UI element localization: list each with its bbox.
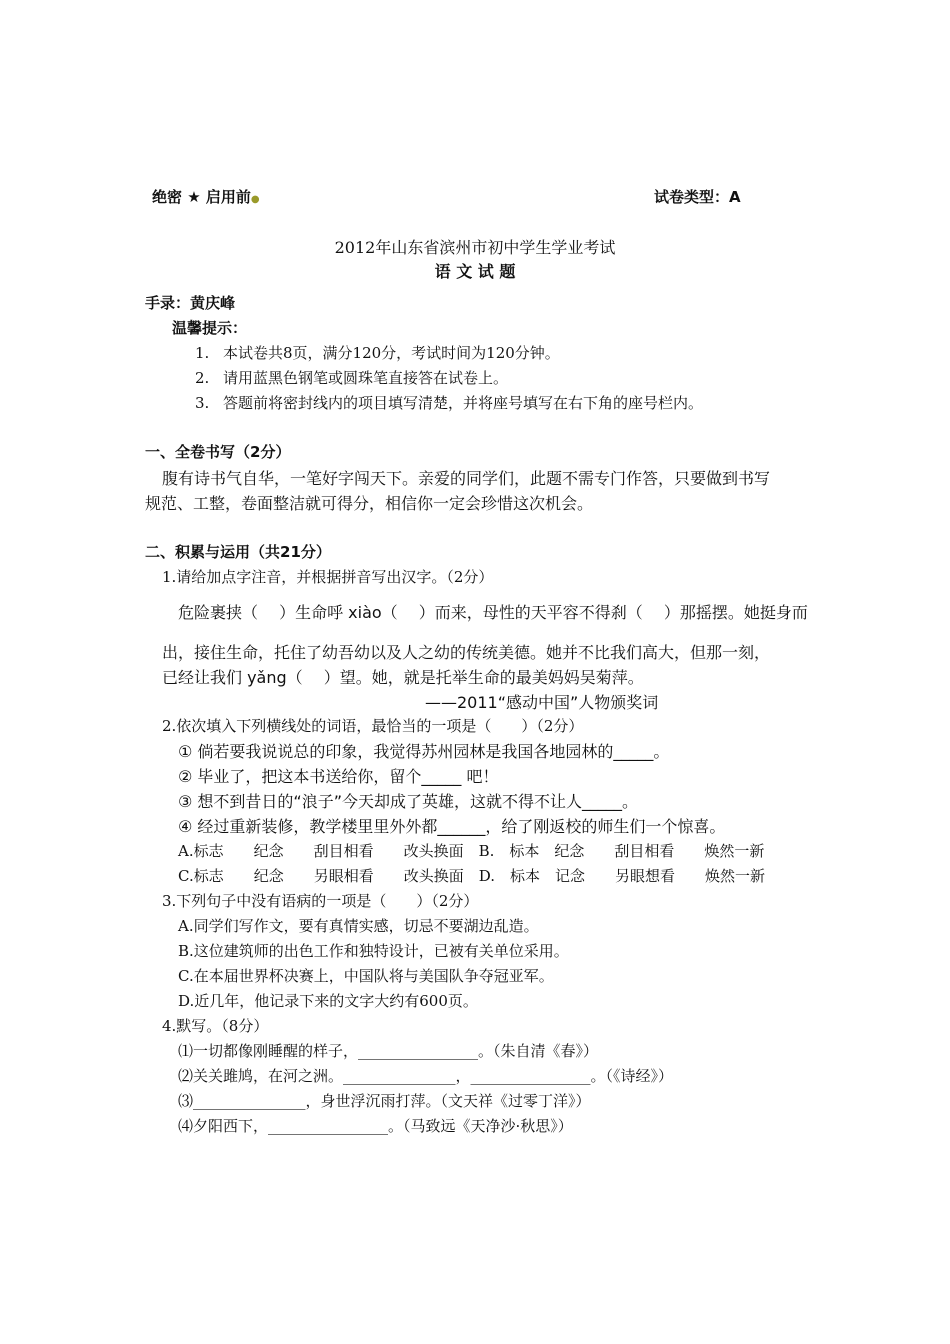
exam-title: 2012年山东省滨州市初中学生学业考试 [334,238,616,257]
question-2-item: ③ 想不到昔日的“浪子”今天却成了英雄，这就不得不让人_____。 [178,792,639,811]
question-2-item: ① 倘若要我说说总的印象，我觉得苏州园林是我国各地园林的_____。 [178,742,670,761]
question-1-text-line: 出，接住生命，托住了幼吾幼以及人之幼的传统美德。她并不比我们高大，但那一刻， [162,643,771,662]
section1-paragraph-line: 腹有诗书气自华，一笔好字闯天下。亲爱的同学们，此题不需专门作答，只要做到书写 [162,469,771,488]
question-4-item: ⑵关关雎鸠，在河之洲。_______________，________________。（《诗经》） [178,1067,674,1085]
question-3-option: B.这位建筑师的出色工作和独特设计，已被有关单位采用。 [178,942,569,960]
question-1-text-line: 已经让我们 yǎng（ ）望。她，就是托举生命的最美妈妈吴菊萍。 [162,668,644,687]
section1-paragraph-line: 规范、工整，卷面整洁就可得分，相信你一定会珍惜这次机会。 [145,494,594,513]
question-2-options: A.标志 纪念 刮目相看 改头换面 B. 标本 纪念 刮目相看 焕然一新 [178,842,765,860]
question-2-item: ④ 经过重新装修，教学楼里里外外都______，给了刚返校的师生们一个惊喜。 [178,817,726,836]
question-4-stem: 4.默写。（8分） [162,1017,269,1035]
section2-heading: 二、积累与运用（共21分） [145,543,331,561]
secret-label: 绝密 ★ 启用前● [152,188,260,206]
paper-type: 试卷类型：A [654,188,741,206]
tips-heading: 温馨提示： [172,319,248,337]
question-3-stem: 3.下列句子中没有语病的一项是（ ）（2分） [162,892,479,910]
question-4-item: ⑷夕阳西下，________________。（马致远《天净沙·秋思》） [178,1117,573,1135]
question-1-source: ——2011“感动中国”人物颁奖词 [425,693,659,712]
question-2-item: ② 毕业了，把这本书送给你，留个_____ 吧！ [178,767,499,786]
recorder: 手录：黄庆峰 [145,294,236,312]
question-2-options: C.标志 纪念 另眼相看 改头换面 D. 标本 记念 另眼想看 焕然一新 [178,867,765,885]
tip-item: 3. 答题前将密封线内的项目填写清楚，并将座号填写在右下角的座号栏内。 [195,394,704,412]
question-3-option: C.在本届世界杯决赛上，中国队将与美国队争夺冠亚军。 [178,967,554,985]
question-3-option: D.近几年，他记录下来的文字大约有600页。 [178,992,478,1010]
question-2-stem: 2.依次填入下列横线处的词语，最恰当的一项是（ ）（2分） [162,717,584,735]
mark-dot: ● [250,194,260,205]
tip-item: 1. 本试卷共8页，满分120分，考试时间为120分钟。 [195,344,560,362]
question-1-text-line: 危险裹挟（ ）生命呼 xiào（ ）而来，母性的天平容不得刹（ ）那摇摆。她挺身而 [178,603,808,622]
question-4-item: ⑶_______________，身世浮沉雨打萍。（文天祥《过零丁洋》） [178,1092,591,1110]
tip-item: 2. 请用蓝黑色钢笔或圆珠笔直接答在试卷上。 [195,369,509,387]
question-1-stem: 1.请给加点字注音，并根据拼音写出汉字。（2分） [162,568,494,586]
question-4-item: ⑴一切都像刚睡醒的样子，________________。（朱自清《春》） [178,1042,599,1060]
section1-heading: 一、全卷书写（2分） [145,443,291,461]
question-3-option: A.同学们写作文，要有真情实感，切忌不要湖边乱造。 [178,917,539,935]
exam-subtitle: 语 文 试 题 [434,262,516,281]
